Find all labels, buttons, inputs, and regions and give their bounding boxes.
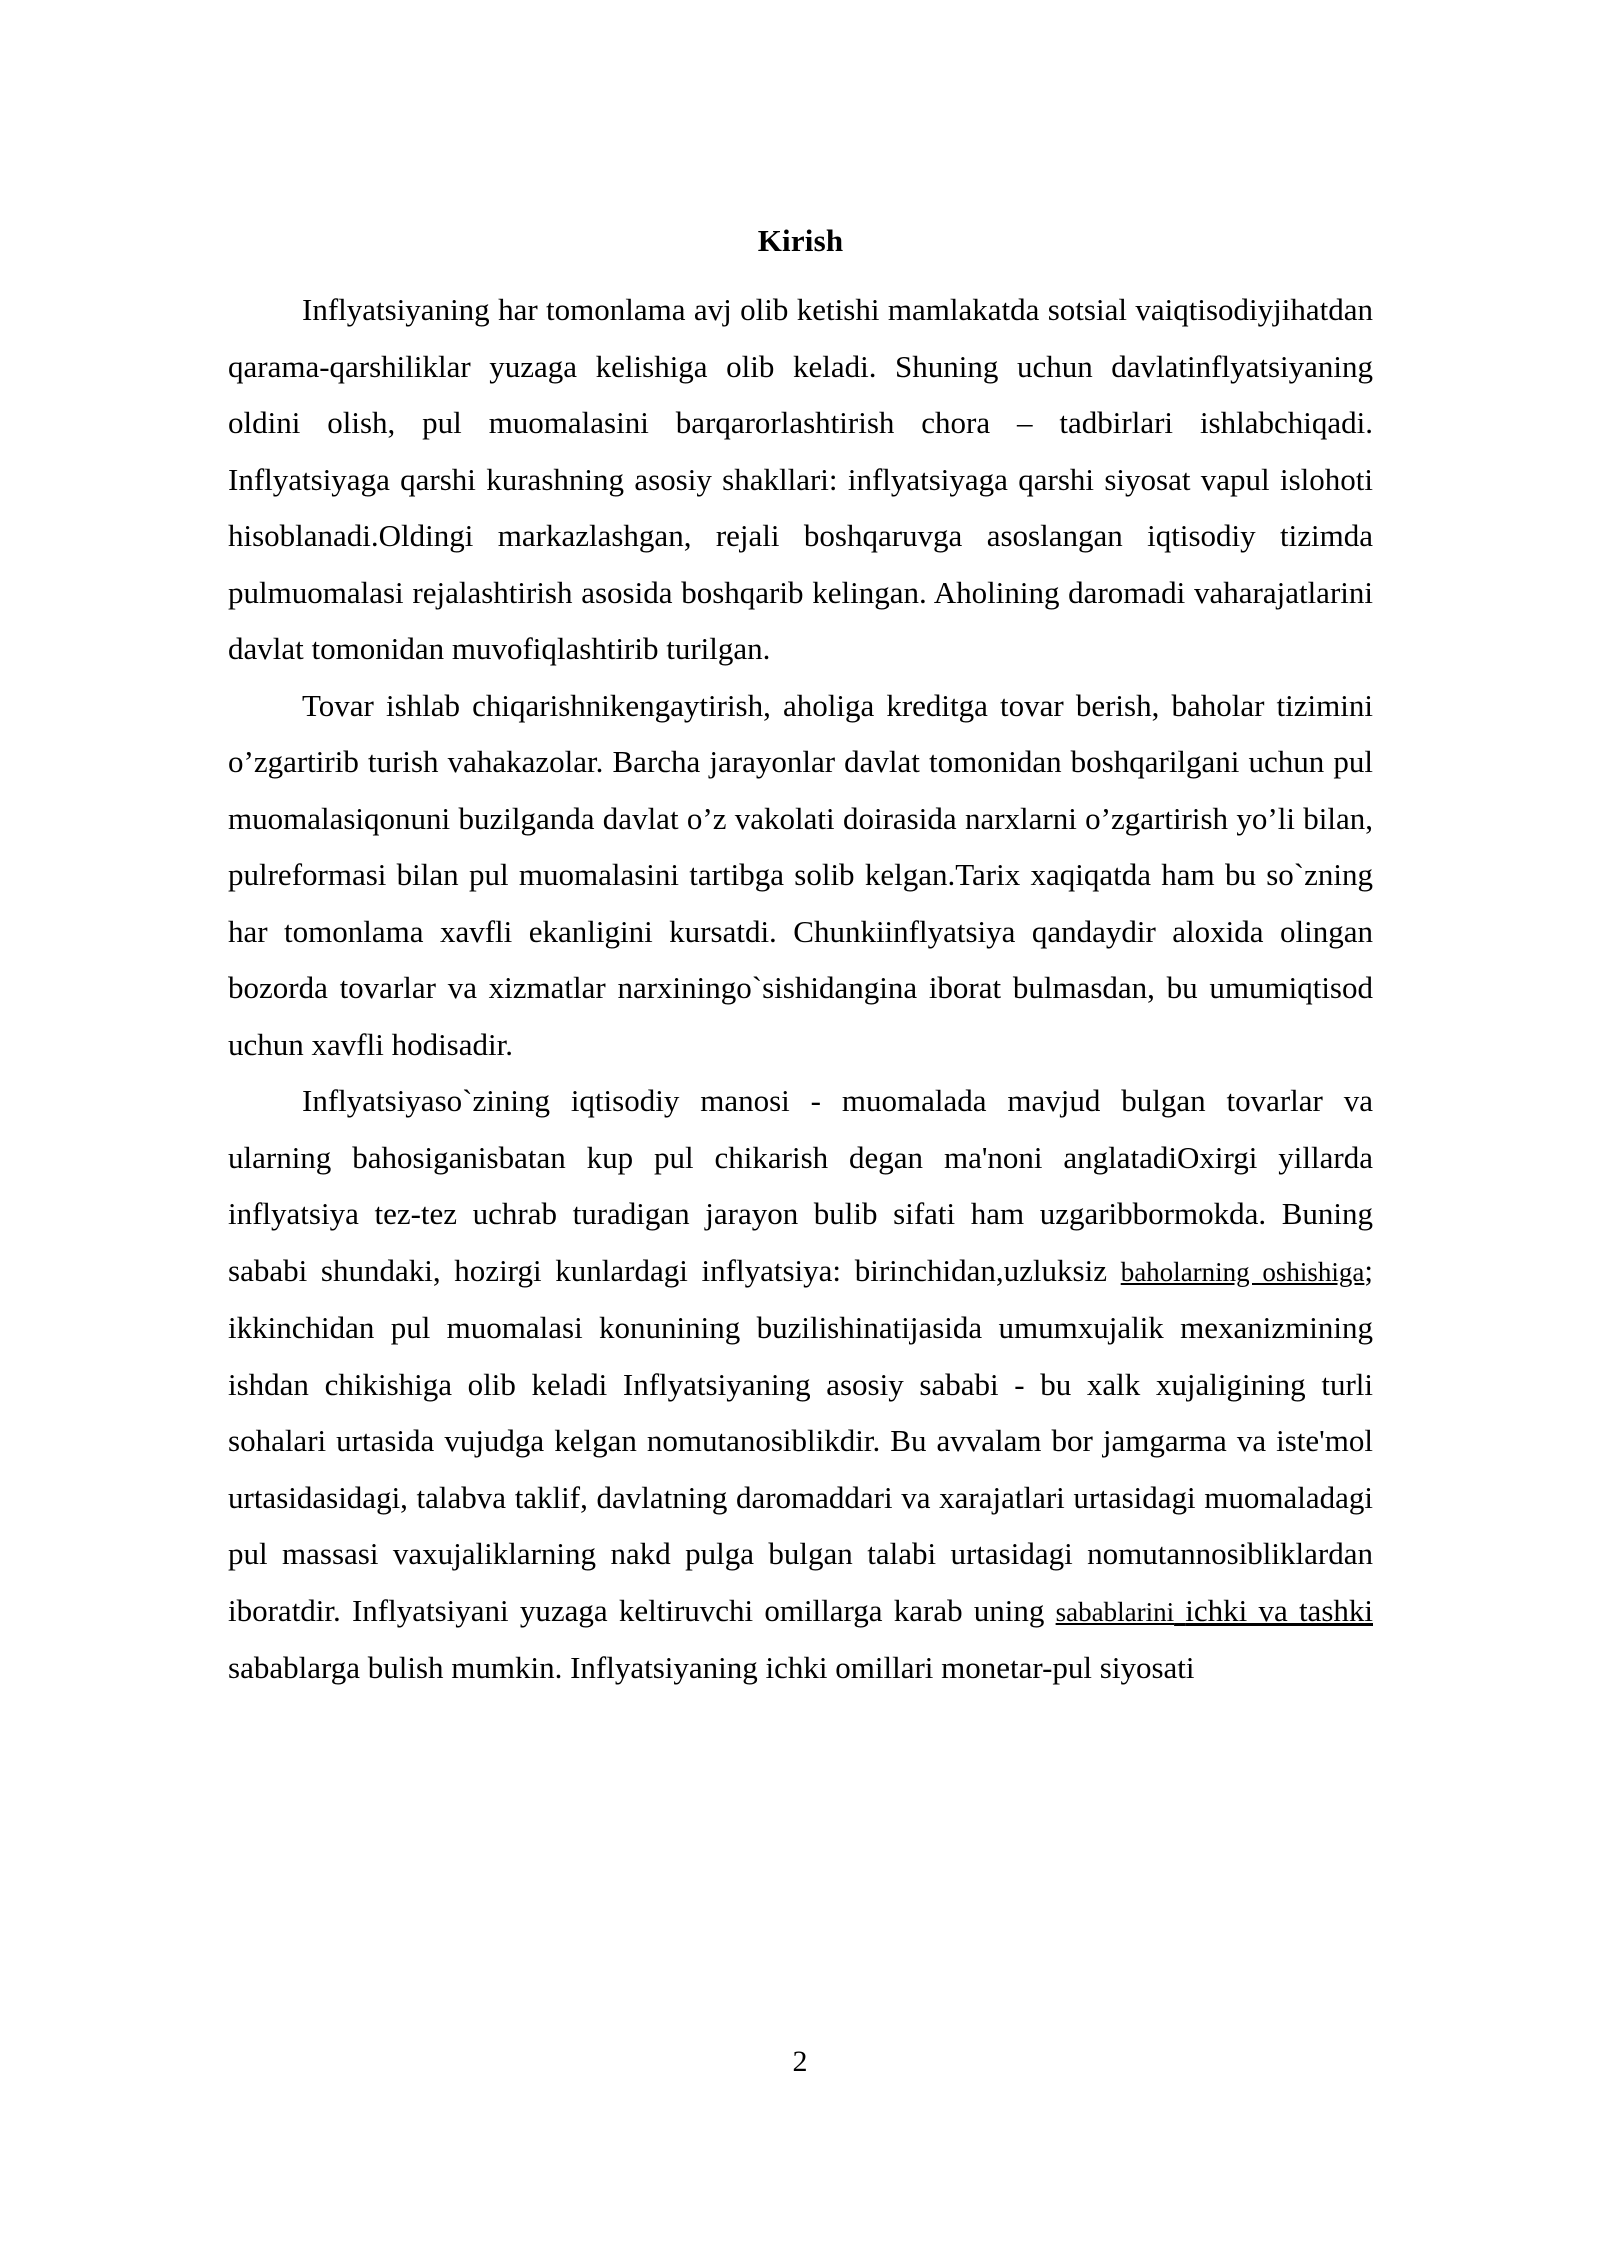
paragraph-3-text-part-1: Inflyatsiyaso`zining iqtisodiy manosi - muomalada mavjud bulgan tovarlar va ularning bahosiganisbatan kup pul chikarish degan ma'noni anglatadiOxirgi yillarda inflyatsiya tez-tez uchrab turadigan jarayon bulib sifati ham uzgaribbormokda. Buning sababi shundaki, hozirgi kunlardagi inflyatsiya: birinchidan,uzluksiz: [228, 1083, 1373, 1288]
underlined-phrase-ichki-va-tashki: ichki va tashki: [1185, 1592, 1373, 1628]
paragraph-1: [228, 282, 1373, 678]
page-number: 2: [792, 2045, 808, 2078]
underlined-phrase-baholarning-oshishiga: baholarning oshishiga: [1120, 1256, 1365, 1287]
paragraph-3-text-part-2: ; ikkinchidan pul muomalasi konunining buzilishinatijasida umumxujalik mexanizmining ishdan chikishiga olib keladi Inflyatsiyaning asosiy sababi - bu xalk xujaligining turli sohalari urtasida vujudga kelgan nomutanosiblikdir. Bu avvalam bor jamgarma va iste'mol urtasidasidagi, talabva taklif, davlatning daromaddari va xarajatlari urtasidagi muomaladagi pul massasi vaxujaliklarning nakd pulga bulgan talabi urtasidagi nomutannosibliklardan iboratdir. Inflyatsiyani yuzaga keltiruvchi omillarga karab uning: [228, 1252, 1374, 1628]
paragraph-2: [228, 678, 1373, 1074]
paragraph-1-text: Inflyatsiyaning har tomonlama avj olib ketishi mamlakatda sotsial vaiqtisodiyjihatdan qarama-qarshiliklar yuzaga kelishiga olib keladi. Shuning uchun davlatinflyatsiyaning oldini olish, pul muomalasini barqarorlashtirish chora – tadbirlari ishlabchiqadi. Inflyatsiyaga qarshi kurashning asosiy shakllari: inflyatsiyaga qarshi siyosat vapul islohoti hisoblanadi.Oldingi markazlashgan, rejali boshqaruvga asoslangan iqtisodiy tizimda pulmuomalasi rejalashtirish asosida boshqarib kelingan. Aholining daromadi vaharajatlarini davlat tomonidan muvofiqlashtirib turilgan.: [228, 292, 1373, 666]
paragraph-2-text: Tovar ishlab chiqarishnikengaytirish, aholiga kreditga tovar berish, baholar tizimini o’zgartirib turish vahakazolar. Barcha jarayonlar davlat tomonidan boshqarilgani uchun pul muomalasiqonuni buzilganda davlat o’z vakolati doirasida narxlarni o’zgartirish yo’li bilan, pulreformasi bilan pul muomalasini tartibga solib kelgan.Tarix xaqiqatda ham bu so`zning har tomonlama xavfli ekanligini kursatdi. Chunkiinflyatsiya qandaydir aloxida olingan bozorda tovarlar va xizmatlar narxiningo`sishidangina iborat bulmasdan, bu umumiqtisod uchun xavfli hodisadir.: [228, 687, 1373, 1062]
paragraph-3: [228, 1073, 1373, 1697]
underlined-phrase-sabablarini: sabablarini: [1055, 1596, 1175, 1627]
page-title: Kirish: [757, 223, 844, 258]
underlined-space: [1174, 1593, 1185, 1628]
paragraph-3-text-part-3: sabablarga bulish mumkin. Inflyatsiyaning ichki omillari monetar-pul siyosati: [228, 1650, 1195, 1685]
document-body: [228, 225, 1373, 1697]
